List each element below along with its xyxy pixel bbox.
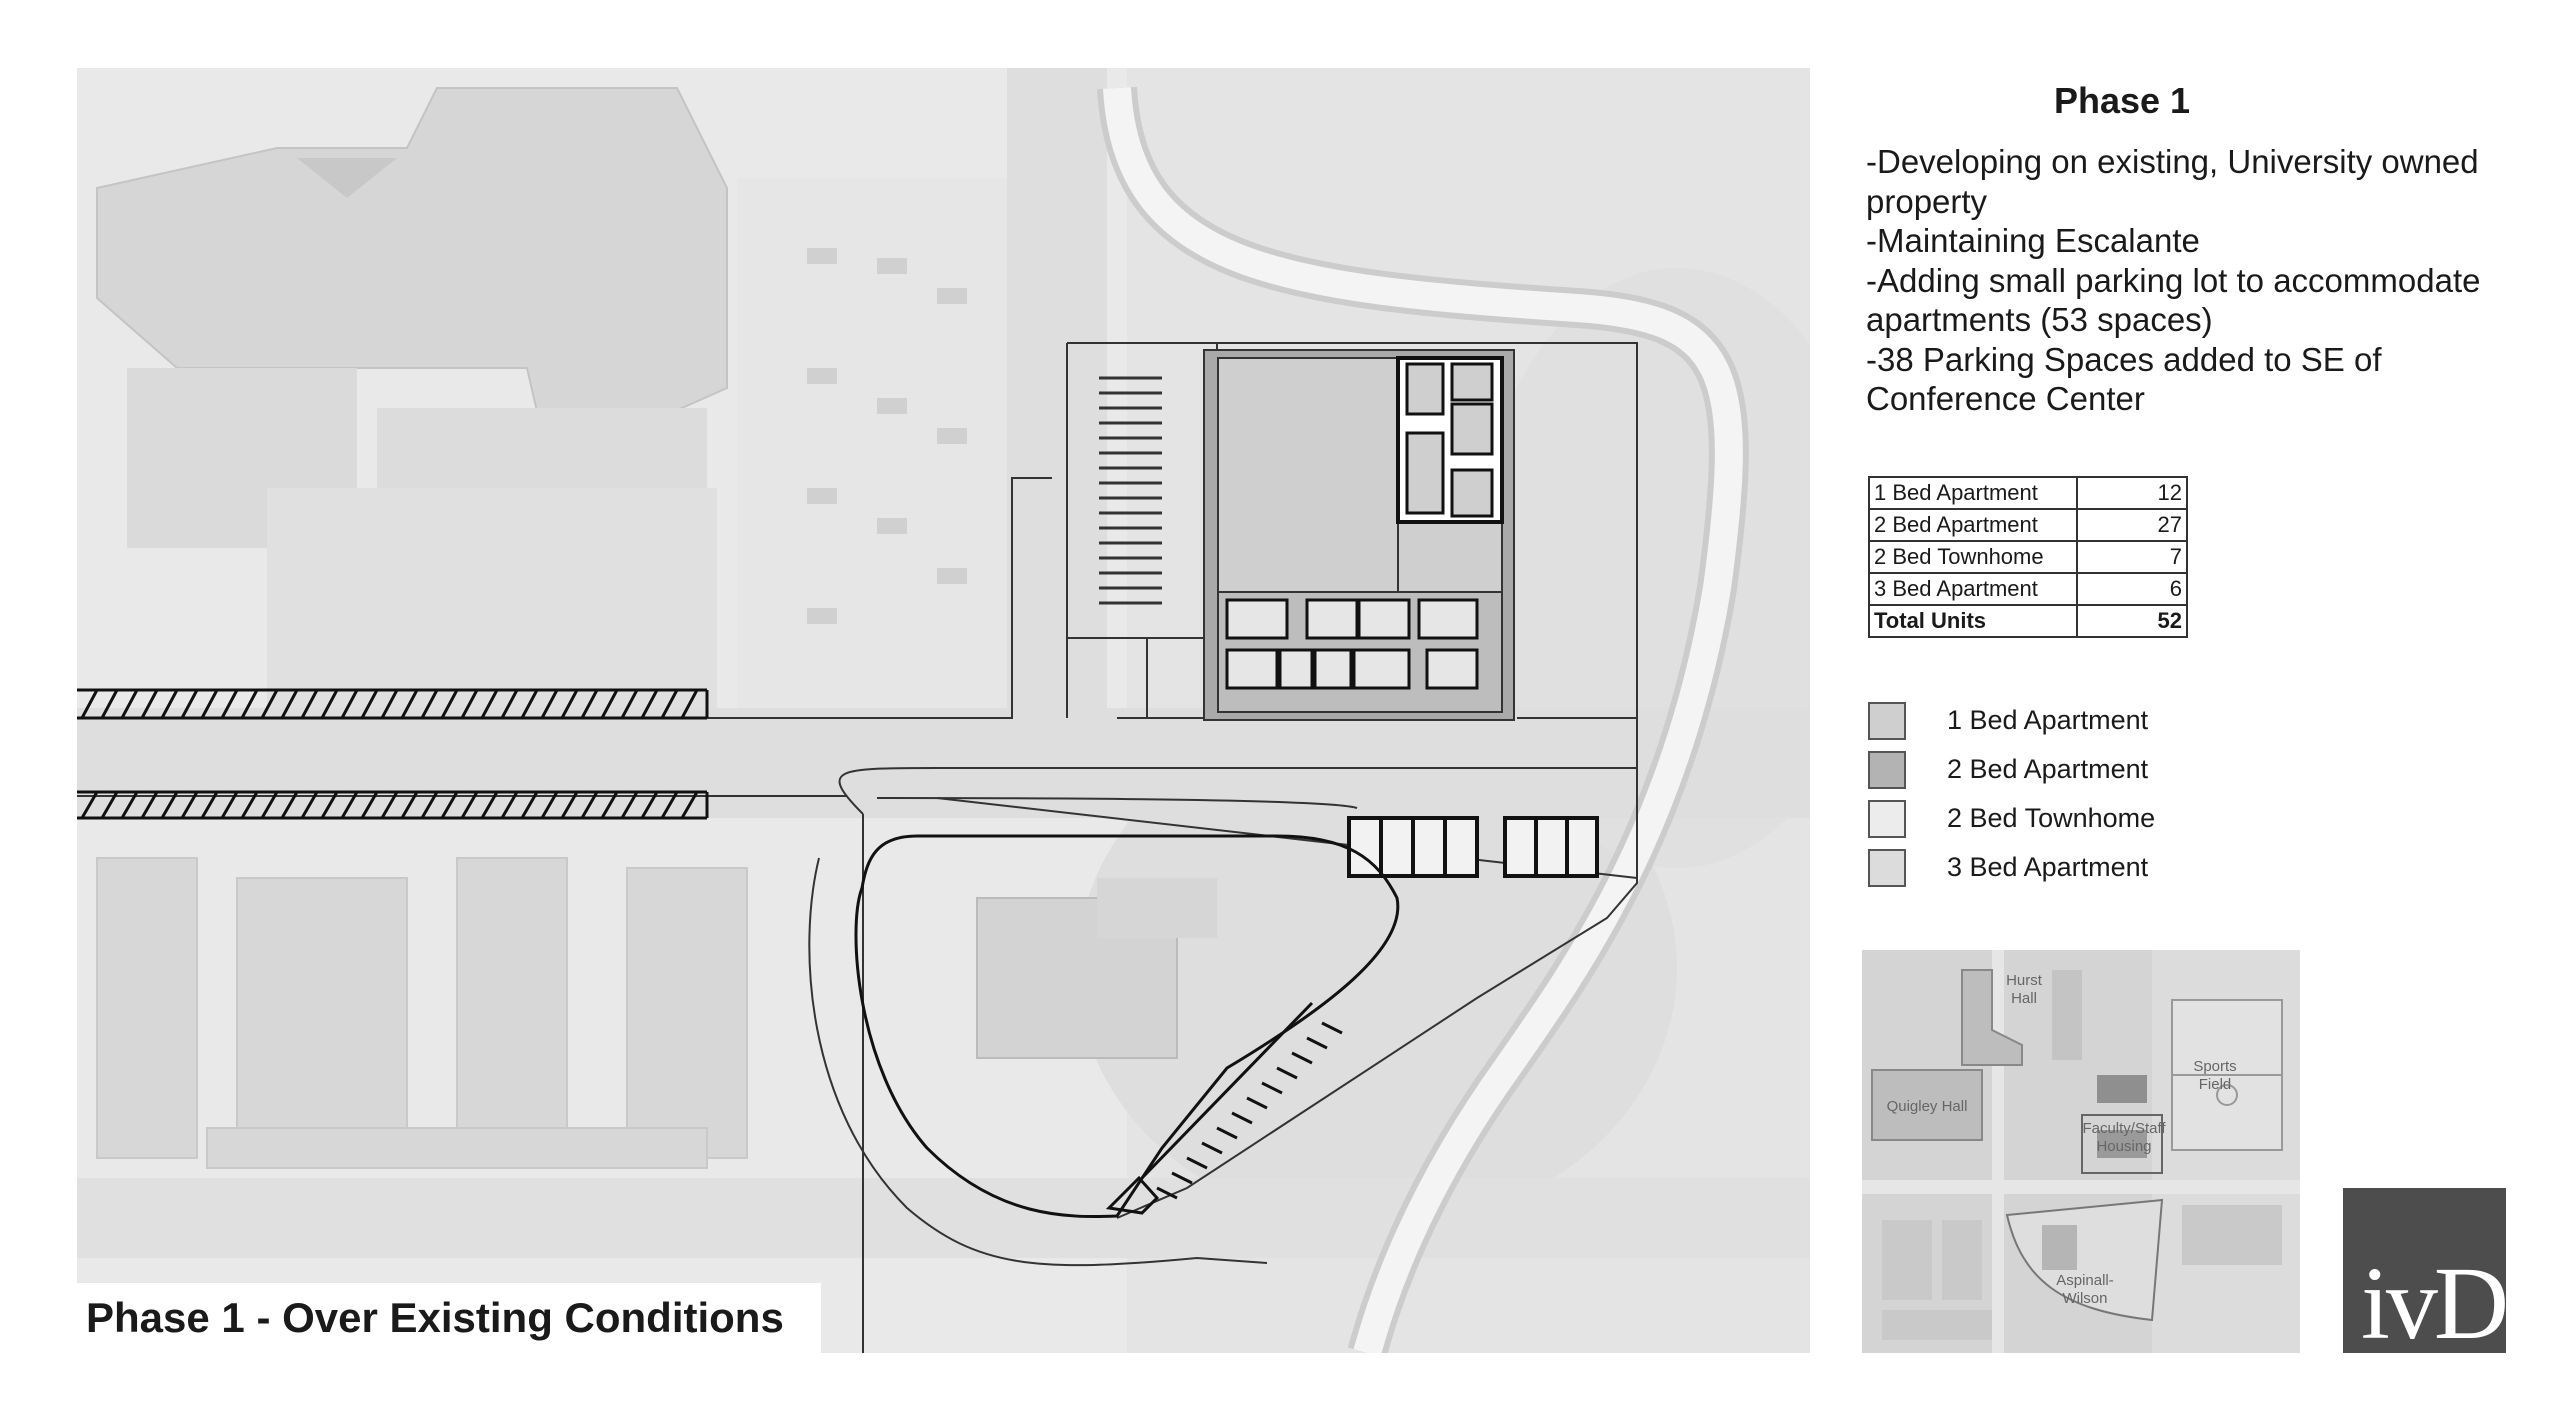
plan-caption: Phase 1 - Over Existing Conditions <box>77 1283 821 1353</box>
phase-title: Phase 1 <box>2053 80 2191 121</box>
context-map <box>1862 950 2300 1353</box>
table-row <box>1869 509 2187 541</box>
site-plan-drawing <box>77 68 1810 1353</box>
legend-swatch <box>1868 702 1906 740</box>
aspinall-wilson-label: Aspinall-Wilson <box>2056 1272 2114 1307</box>
notes-list <box>1866 142 2516 419</box>
legend-swatch <box>1868 849 1906 887</box>
note-item: -Maintaining Escalante <box>1866 222 2200 259</box>
total-label-cell: Total Units <box>1869 605 2077 637</box>
unit-type-cell: 1 Bed Apartment <box>1869 477 2077 509</box>
unit-count-cell: 6 <box>2077 573 2187 605</box>
note-item: -Developing on existing, University owned property <box>1866 143 2479 220</box>
legend-label: 2 Bed Townhome <box>1947 803 2156 833</box>
legend-swatch <box>1868 751 1906 789</box>
unit-count-table <box>1868 476 2188 638</box>
note-item: -Adding small parking lot to accommodate apartments (53 spaces) <box>1866 261 2481 338</box>
legend-label: 2 Bed Apartment <box>1947 754 2149 784</box>
note-item: -38 Parking Spaces added to SE of Conference Center <box>1866 340 2382 417</box>
faculty-housing-label: Faculty/Staff Housing <box>2082 1120 2166 1155</box>
quigley-hall-label: Quigley Hall <box>1886 1098 1968 1115</box>
unit-type-cell: 2 Bed Apartment <box>1869 509 2077 541</box>
unit-count-cell: 12 <box>2077 477 2187 509</box>
legend-label: 1 Bed Apartment <box>1947 705 2149 735</box>
unit-count-cell: 27 <box>2077 509 2187 541</box>
total-count-cell: 52 <box>2077 605 2187 637</box>
legend-swatch <box>1868 800 1906 838</box>
hurst-hall-label: Hurst Hall <box>2006 972 2042 1007</box>
table-row <box>1869 541 2187 573</box>
unit-type-cell: 2 Bed Townhome <box>1869 541 2077 573</box>
legend-label: 3 Bed Apartment <box>1947 852 2149 882</box>
sports-field-label: Sports Field <box>2193 1058 2237 1093</box>
table-row <box>1869 477 2187 509</box>
logo-text: ivD <box>2361 1246 2505 1361</box>
ivd-logo <box>2343 1188 2506 1361</box>
table-row <box>1869 573 2187 605</box>
unit-count-cell: 7 <box>2077 541 2187 573</box>
total-row <box>1869 605 2187 637</box>
unit-type-cell: 3 Bed Apartment <box>1869 573 2077 605</box>
site-plan <box>77 68 1810 1353</box>
